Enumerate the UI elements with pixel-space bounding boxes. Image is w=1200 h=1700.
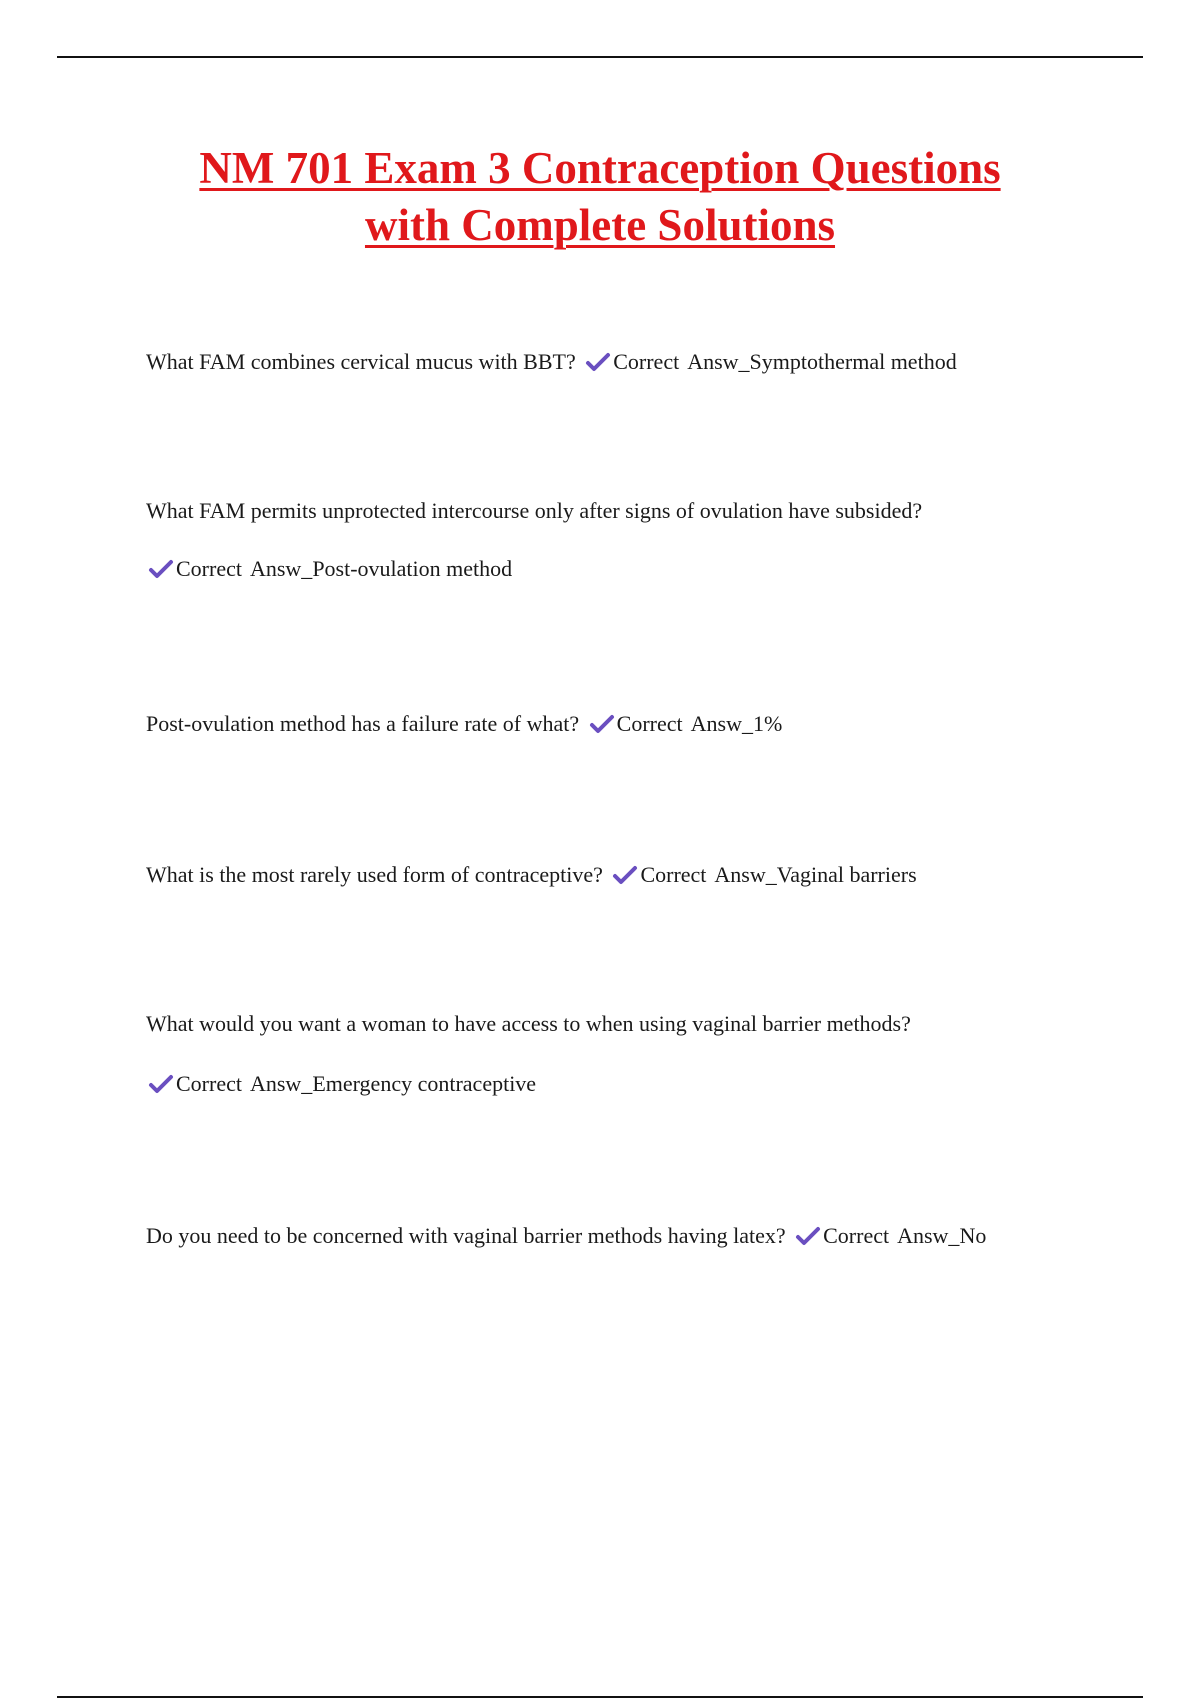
top-rule	[57, 56, 1143, 58]
qa-item-1	[146, 348, 957, 376]
title-line-1: NM 701 Exam 3 Contraception Questions	[199, 143, 1001, 193]
check-icon	[148, 558, 174, 580]
answer-prefix: Correct	[176, 1071, 242, 1096]
qa-item-3	[146, 710, 782, 738]
question-text: What FAM combines cervical mucus with BBT?	[146, 349, 576, 374]
answer-text: Vaginal barriers	[776, 862, 917, 887]
title-line-2: with Complete Solutions	[364, 200, 836, 250]
question-text: Post-ovulation method has a failure rate of what?	[146, 711, 580, 736]
question-text: Do you need to be concerned with vaginal barrier methods having latex?	[146, 1223, 786, 1248]
answer-tag: Answ_	[687, 349, 750, 374]
answer-tag: Answ_	[714, 862, 777, 887]
check-icon	[589, 713, 615, 735]
check-icon	[795, 1225, 821, 1247]
qa-item-2	[146, 497, 922, 525]
check-icon	[148, 1073, 174, 1095]
answer-prefix: Correct	[640, 862, 707, 887]
answer-prefix: Correct	[176, 556, 242, 581]
answer-prefix: Correct	[823, 1223, 890, 1248]
question-text: What would you want a woman to have access to when using vaginal barrier methods?	[146, 1011, 911, 1036]
qa-item-6	[146, 1222, 986, 1250]
page-title	[0, 140, 1200, 254]
answer-tag: Answ_	[249, 1071, 313, 1096]
answer-text: No	[959, 1223, 987, 1248]
qa-item-4	[146, 861, 917, 889]
check-icon	[585, 351, 611, 373]
qa-answer-2	[146, 555, 512, 583]
answer-prefix: Correct	[616, 711, 683, 736]
answer-text: Emergency contraceptive	[312, 1071, 537, 1096]
answer-tag: Answ_	[690, 711, 753, 736]
answer-prefix: Correct	[613, 349, 680, 374]
answer-tag: Answ_	[897, 1223, 960, 1248]
question-text: What FAM permits unprotected intercourse only after signs of ovulation have subsided?	[146, 498, 923, 523]
qa-item-5	[146, 1010, 911, 1038]
answer-text: Post-ovulation method	[312, 556, 513, 581]
qa-answer-5	[146, 1070, 536, 1098]
answer-text: 1%	[752, 711, 783, 736]
bottom-rule	[57, 1696, 1143, 1698]
question-text: What is the most rarely used form of contraceptive?	[146, 862, 603, 887]
answer-tag: Answ_	[249, 556, 313, 581]
check-icon	[612, 864, 638, 886]
answer-text: Symptothermal method	[749, 349, 957, 374]
